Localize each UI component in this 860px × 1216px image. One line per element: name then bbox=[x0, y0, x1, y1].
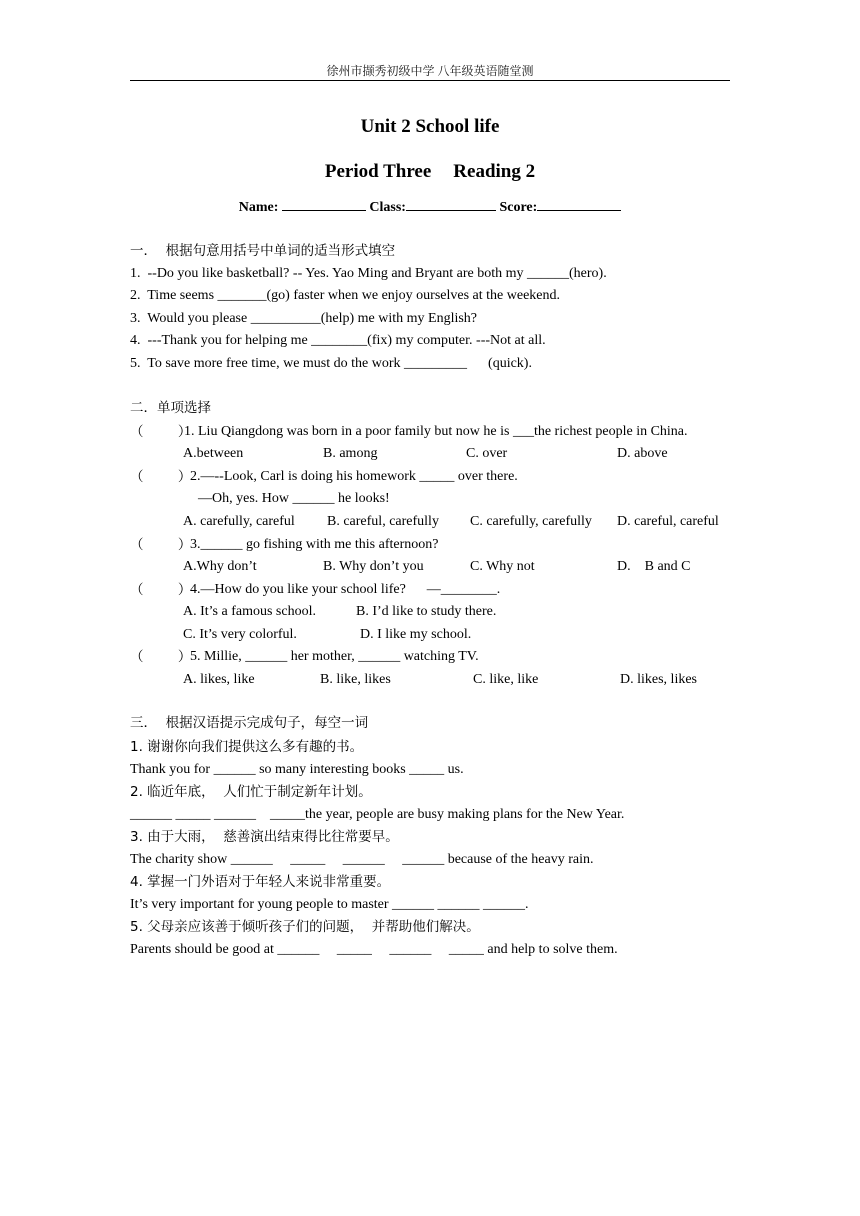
section3-heading: 三． 根据汉语提示完成句子，每空一词 bbox=[130, 715, 369, 731]
student-info-row bbox=[0, 198, 860, 216]
q5-option-d: D. likes, likes bbox=[620, 672, 697, 687]
q1-option-b: B. among bbox=[323, 446, 378, 461]
q5-option-b: B. like, likes bbox=[320, 672, 391, 687]
q4-option-b: B. I’d like to study there. bbox=[356, 604, 497, 619]
q4-stem: 4.—How do you like your school life? —________. bbox=[190, 582, 501, 597]
section3-item-4-chinese: 4. 掌握一门外语对于年轻人来说非常重要。 bbox=[130, 874, 391, 890]
section3-item-3-chinese: 3. 由于大雨， 慈善演出结束得比往常要早。 bbox=[130, 829, 399, 845]
q1-option-d: D. above bbox=[617, 446, 668, 461]
reading-label: Reading 2 bbox=[453, 161, 536, 182]
q2-option-a: A. carefully, careful bbox=[183, 514, 295, 529]
q4-option-c: C. It’s very colorful. bbox=[183, 627, 297, 642]
section1-item-5: 5. To save more free time, we must do the work _________ (quick). bbox=[130, 356, 532, 371]
q5-option-c: C. like, like bbox=[473, 672, 539, 687]
section1-heading: 一． 根据句意用括号中单词的适当形式填空 bbox=[130, 243, 396, 259]
section3-item-1-chinese: 1. 谢谢你向我们提供这么多有趣的书。 bbox=[130, 739, 364, 755]
q4-option-d: D. I like my school. bbox=[360, 627, 472, 642]
section1-item-2: 2. Time seems _______(go) faster when we enjoy ourselves at the weekend. bbox=[130, 288, 561, 303]
q2-answer-paren[interactable]: （ ） bbox=[130, 469, 192, 485]
q1-option-c: C. over bbox=[466, 446, 508, 461]
q3-answer-paren[interactable]: （ ） bbox=[130, 537, 192, 553]
q3-stem: 3.______ go fishing with me this afternoon? bbox=[190, 537, 439, 552]
section1-item-3: 3. Would you please __________(help) me with my English? bbox=[130, 311, 478, 326]
name-blank[interactable] bbox=[282, 198, 366, 211]
score-label: Score: bbox=[499, 200, 538, 215]
q4-answer-paren[interactable]: （ ） bbox=[130, 582, 192, 598]
section1-item-4: 4. ---Thank you for helping me ________(fix) my computer. ---Not at all. bbox=[130, 333, 546, 348]
q1-answer-paren[interactable]: （ ） bbox=[130, 424, 192, 440]
class-label: Class: bbox=[369, 200, 406, 215]
q2-option-c: C. carefully, carefully bbox=[470, 514, 592, 529]
q3-option-b: B. Why don’t you bbox=[323, 559, 424, 574]
q3-option-a: A.Why don’t bbox=[183, 559, 257, 574]
q3-option-c: C. Why not bbox=[470, 559, 535, 574]
unit-title: Unit 2 School life bbox=[360, 116, 500, 137]
q2-stem: 2.—--Look, Carl is doing his homework _____ over there. bbox=[190, 469, 518, 484]
q5-option-a: A. likes, like bbox=[183, 672, 255, 687]
period-label: Period Three bbox=[324, 161, 432, 182]
page-header: 徐州市撷秀初级中学 八年级英语随堂测 bbox=[326, 64, 534, 78]
q5-stem: 5. Millie, ______ her mother, ______ watching TV. bbox=[190, 649, 479, 664]
q2-option-b: B. careful, carefully bbox=[327, 514, 439, 529]
section3-item-4-english: It’s very important for young people to master ______ ______ ______. bbox=[130, 897, 529, 912]
q1-option-a: A.between bbox=[183, 446, 244, 461]
period-title bbox=[0, 161, 860, 183]
section3-item-2-chinese: 2. 临近年底， 人们忙于制定新年计划。 bbox=[130, 784, 372, 800]
header-divider bbox=[130, 80, 730, 81]
q1-stem: 1. Liu Qiangdong was born in a poor family but now he is ___the richest people in China. bbox=[184, 424, 688, 439]
name-label: Name: bbox=[238, 200, 279, 215]
section3-item-2-english: ______ _____ ______ _____the year, people are busy making plans for the New Year. bbox=[130, 807, 625, 822]
q5-answer-paren[interactable]: （ ） bbox=[130, 649, 192, 665]
q3-option-d: D. B and C bbox=[617, 559, 691, 574]
section2-heading: 二．单项选择 bbox=[130, 400, 211, 416]
score-blank[interactable] bbox=[537, 198, 621, 211]
section3-item-3-english: The charity show ______ _____ ______ ______ because of the heavy rain. bbox=[130, 852, 594, 867]
section3-item-1-english: Thank you for ______ so many interesting books _____ us. bbox=[130, 762, 464, 777]
class-blank[interactable] bbox=[406, 198, 496, 211]
section3-item-5-english: Parents should be good at ______ _____ ______ _____ and help to solve them. bbox=[130, 942, 618, 957]
section1-item-1: 1. --Do you like basketball? -- Yes. Yao Ming and Bryant are both my ______(hero). bbox=[130, 266, 607, 281]
q2-option-d: D. careful, careful bbox=[617, 514, 719, 529]
q4-option-a: A. It’s a famous school. bbox=[183, 604, 316, 619]
section3-item-5-chinese: 5. 父母亲应该善于倾听孩子们的问题， 并帮助他们解决。 bbox=[130, 919, 480, 935]
q2-stem-reply: —Oh, yes. How ______ he looks! bbox=[198, 491, 390, 506]
